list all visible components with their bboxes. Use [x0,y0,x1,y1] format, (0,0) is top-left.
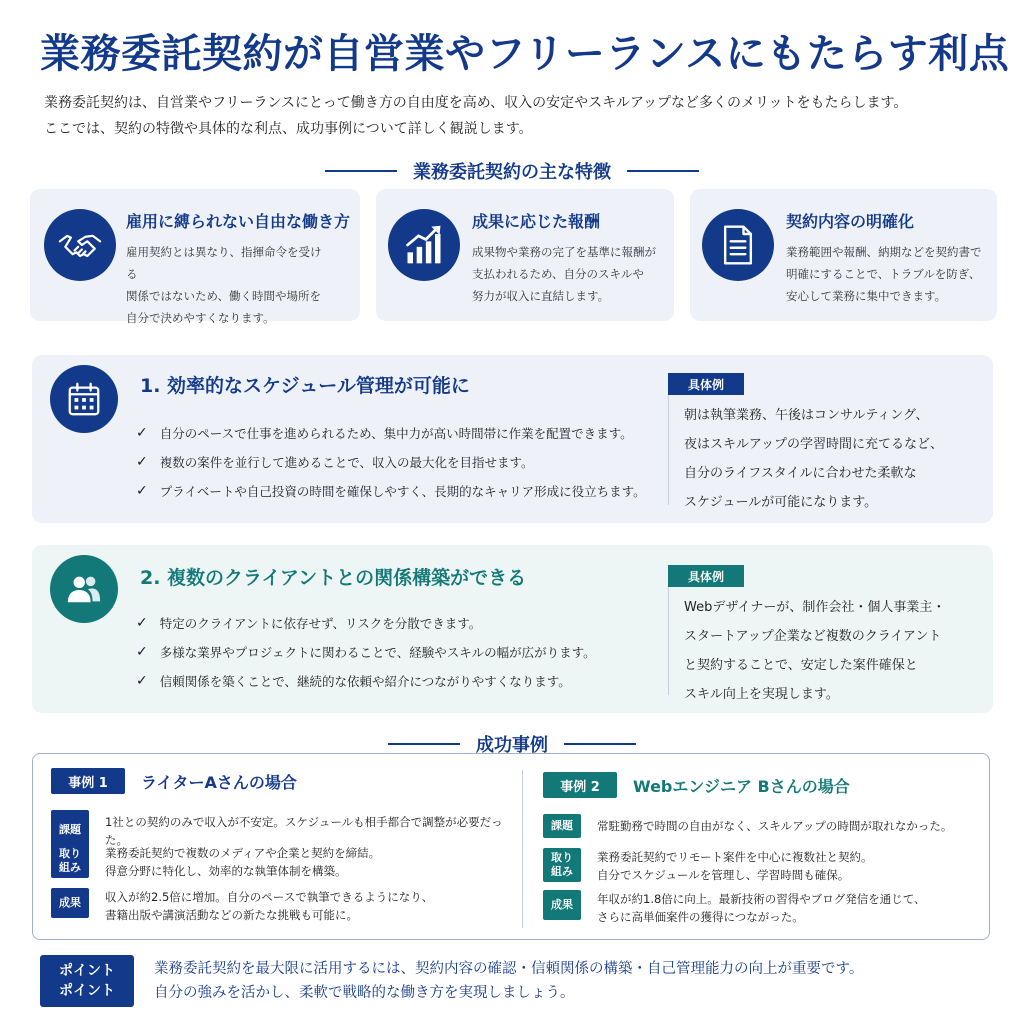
case-line: 収入が約2.5倍に増加。自分のペースで執筆できるようになり、 [105,890,434,904]
feature-line: 安心して業務に集中できます。 [786,289,947,303]
case-engineer-b [543,772,1013,924]
case-header [543,772,1013,798]
point-text: 複数の案件を並行して進めることで、収入の最大化を目指せます。 [159,455,534,470]
list-item [136,419,646,448]
case-tag: 取り 組み [51,844,89,878]
case-tag: 成果 [51,888,89,918]
case-line: さらに高単価案件の獲得につながった。 [597,910,804,924]
growth-chart-icon [388,209,460,281]
case-tag: 取り 組み [543,848,581,882]
case-title: ライターAさんの場合 [141,772,297,792]
example-text [684,593,984,709]
case-row-issue [543,814,1007,838]
feature-card-reward [376,189,674,321]
list-item [136,609,596,638]
feature-line: 成果物や業務の完了を基準に報酬が [472,245,656,259]
case-row-approach [51,844,515,880]
benefit-title: 2. 複数のクライアントとの関係構築ができる [140,567,527,589]
handshake-icon [44,209,116,281]
case-row-text [597,848,1007,884]
example-text [684,401,984,517]
case-number-badge: 事例 1 [51,768,125,794]
example-line: と契約することで、安定した案件確保と [684,658,918,673]
heading-rule [627,170,699,172]
feature-title: 雇用に縛られない自由な働き方 [126,212,351,231]
features-heading-label: 業務委託契約の主な特徴 [413,162,611,183]
case-tag: 成果 [543,890,581,920]
point-line: 業務委託契約を最大限に活用するには、契約内容の確認・信頼関係の構築・自己管理能力の向上が重要です。 [154,961,864,977]
check-icon: ✓ [136,483,148,499]
case-row-result [51,888,515,924]
case-row-text [597,890,1007,926]
case-number-badge: 事例 2 [543,772,617,798]
point-text: プライベートや自己投資の時間を確保しやすく、長期的なキャリア形成に役立ちます。 [159,484,646,499]
check-icon: ✓ [136,454,148,470]
case-line: 得意分野に特化し、効率的な執筆体制を構築。 [105,864,347,878]
check-icon: ✓ [136,615,148,631]
divider [668,379,669,505]
point-summary [40,955,990,1007]
feature-line: 雇用契約とは異なり、指揮命令を受ける [126,245,322,281]
feature-description [472,241,672,307]
case-tag: 課題 [543,814,581,838]
example-badge: 具体例 [668,373,744,395]
feature-title: 成果に応じた報酬 [472,212,601,231]
example-badge: 具体例 [668,565,744,587]
feature-title: 契約内容の明確化 [786,212,915,231]
feature-description [786,241,986,307]
intro-line: 業務委託契約は、自営業やフリーランスにとって働き方の自由度を高め、収入の安定やスキルアップなど多くのメリットをもたらします。 [44,95,908,111]
case-line: 業務委託契約で複数のメディアや企業と契約を締結。 [105,846,381,860]
case-line: 1社との契約のみで収入が不安定。スケジュールも相手都合で調整が必要だった。 [105,815,503,847]
people-icon [50,555,118,623]
check-icon: ✓ [136,673,148,689]
feature-line: 業務範囲や報酬、納期などを契約書で [786,245,982,259]
case-row-text [105,888,515,924]
point-text [154,957,984,1005]
point-text: 特定のクライアントに依存せず、リスクを分散できます。 [159,616,482,631]
example-line: 夜はスキルアップの学習時間に充てるなど、 [684,437,943,452]
feature-line: 明確にすることで、トラブルを防ぎ、 [786,267,981,281]
example-line: スケジュールが可能になります。 [684,495,878,510]
divider [522,770,523,928]
benefit-clients [32,545,993,713]
check-icon: ✓ [136,425,148,441]
heading-rule [564,743,636,745]
case-line: 年収が約1.8倍に向上。最新技術の習得やブログ発信を通じて、 [597,892,926,906]
page-title: 業務委託契約が自営業やフリーランスにもたらす利点 [40,31,1010,77]
intro-line: ここでは、契約の特徴や具体的な利点、成功事例について詳しく観説します。 [44,121,533,137]
point-line: 自分の強みを活かし、柔軟で戦略的な働き方を実現しましょう。 [154,985,575,1001]
calendar-icon [50,365,118,433]
case-line: 業務委託契約でリモート案件を中心に複数社と契約。 [597,850,873,864]
case-row-approach [543,848,1007,884]
point-badge: ポイント ポイント [40,955,134,1007]
list-item [136,638,596,667]
case-row-result [543,890,1007,926]
case-line: 常駐勤務で時間の自由がなく、スキルアップの時間が取れなかった。 [597,819,953,833]
case-line: 書籍出版や講演活動などの新たな挑戦も可能に。 [105,908,358,922]
feature-line: 自分で決めやすくなります。 [126,311,275,325]
case-row-text [597,814,1007,838]
check-icon: ✓ [136,644,148,660]
case-line: 自分でスケジュールを管理し、学習時間も確保。 [597,868,850,882]
feature-line: 関係ではないため、働く時間や場所を [126,289,322,303]
case-tag: 課題 [51,810,89,849]
feature-card-clarity [690,189,997,321]
list-item [136,448,646,477]
example-line: 朝は執筆業務、午後はコンサルティング、 [684,408,929,423]
case-row-text [105,844,515,880]
feature-description [126,241,326,329]
point-text: 自分のペースで仕事を進められるため、集中力が高い時間帯に作業を配置できます。 [159,426,633,441]
features-heading [0,158,1024,184]
heading-rule [388,743,460,745]
feature-line: 支払われるため、自分のスキルや [472,267,644,281]
example-line: スキル向上を実現します。 [684,687,839,702]
point-text: 多様な業界やプロジェクトに関わることで、経験やスキルの幅が広がります。 [159,645,596,660]
example-line: 自分のライフスタイルに合わせた柔軟な [684,466,917,481]
benefit-points [136,419,646,506]
list-item [136,667,596,696]
document-icon [702,209,774,281]
intro-text [44,90,1004,142]
feature-line: 努力が収入に直結します。 [472,289,610,303]
case-title: Webエンジニア Bさんの場合 [633,776,850,796]
case-writer-a [51,768,521,922]
case-header [51,768,521,794]
benefit-title: 1. 効率的なスケジュール管理が可能に [140,375,470,397]
cases-heading-label: 成功事例 [476,735,548,756]
heading-rule [325,170,397,172]
feature-card-freedom [30,189,360,325]
divider [668,569,669,695]
benefit-schedule [32,355,993,523]
point-text: 信頼関係を築くことで、継続的な依頼や紹介につながりやすくなります。 [159,674,571,689]
list-item [136,477,646,506]
example-line: Webデザイナーが、制作会社・個人事業主・ [684,600,946,615]
success-cases [32,753,990,940]
example-line: スタートアップ企業など複数のクライアント [684,629,942,644]
benefit-points [136,609,596,696]
